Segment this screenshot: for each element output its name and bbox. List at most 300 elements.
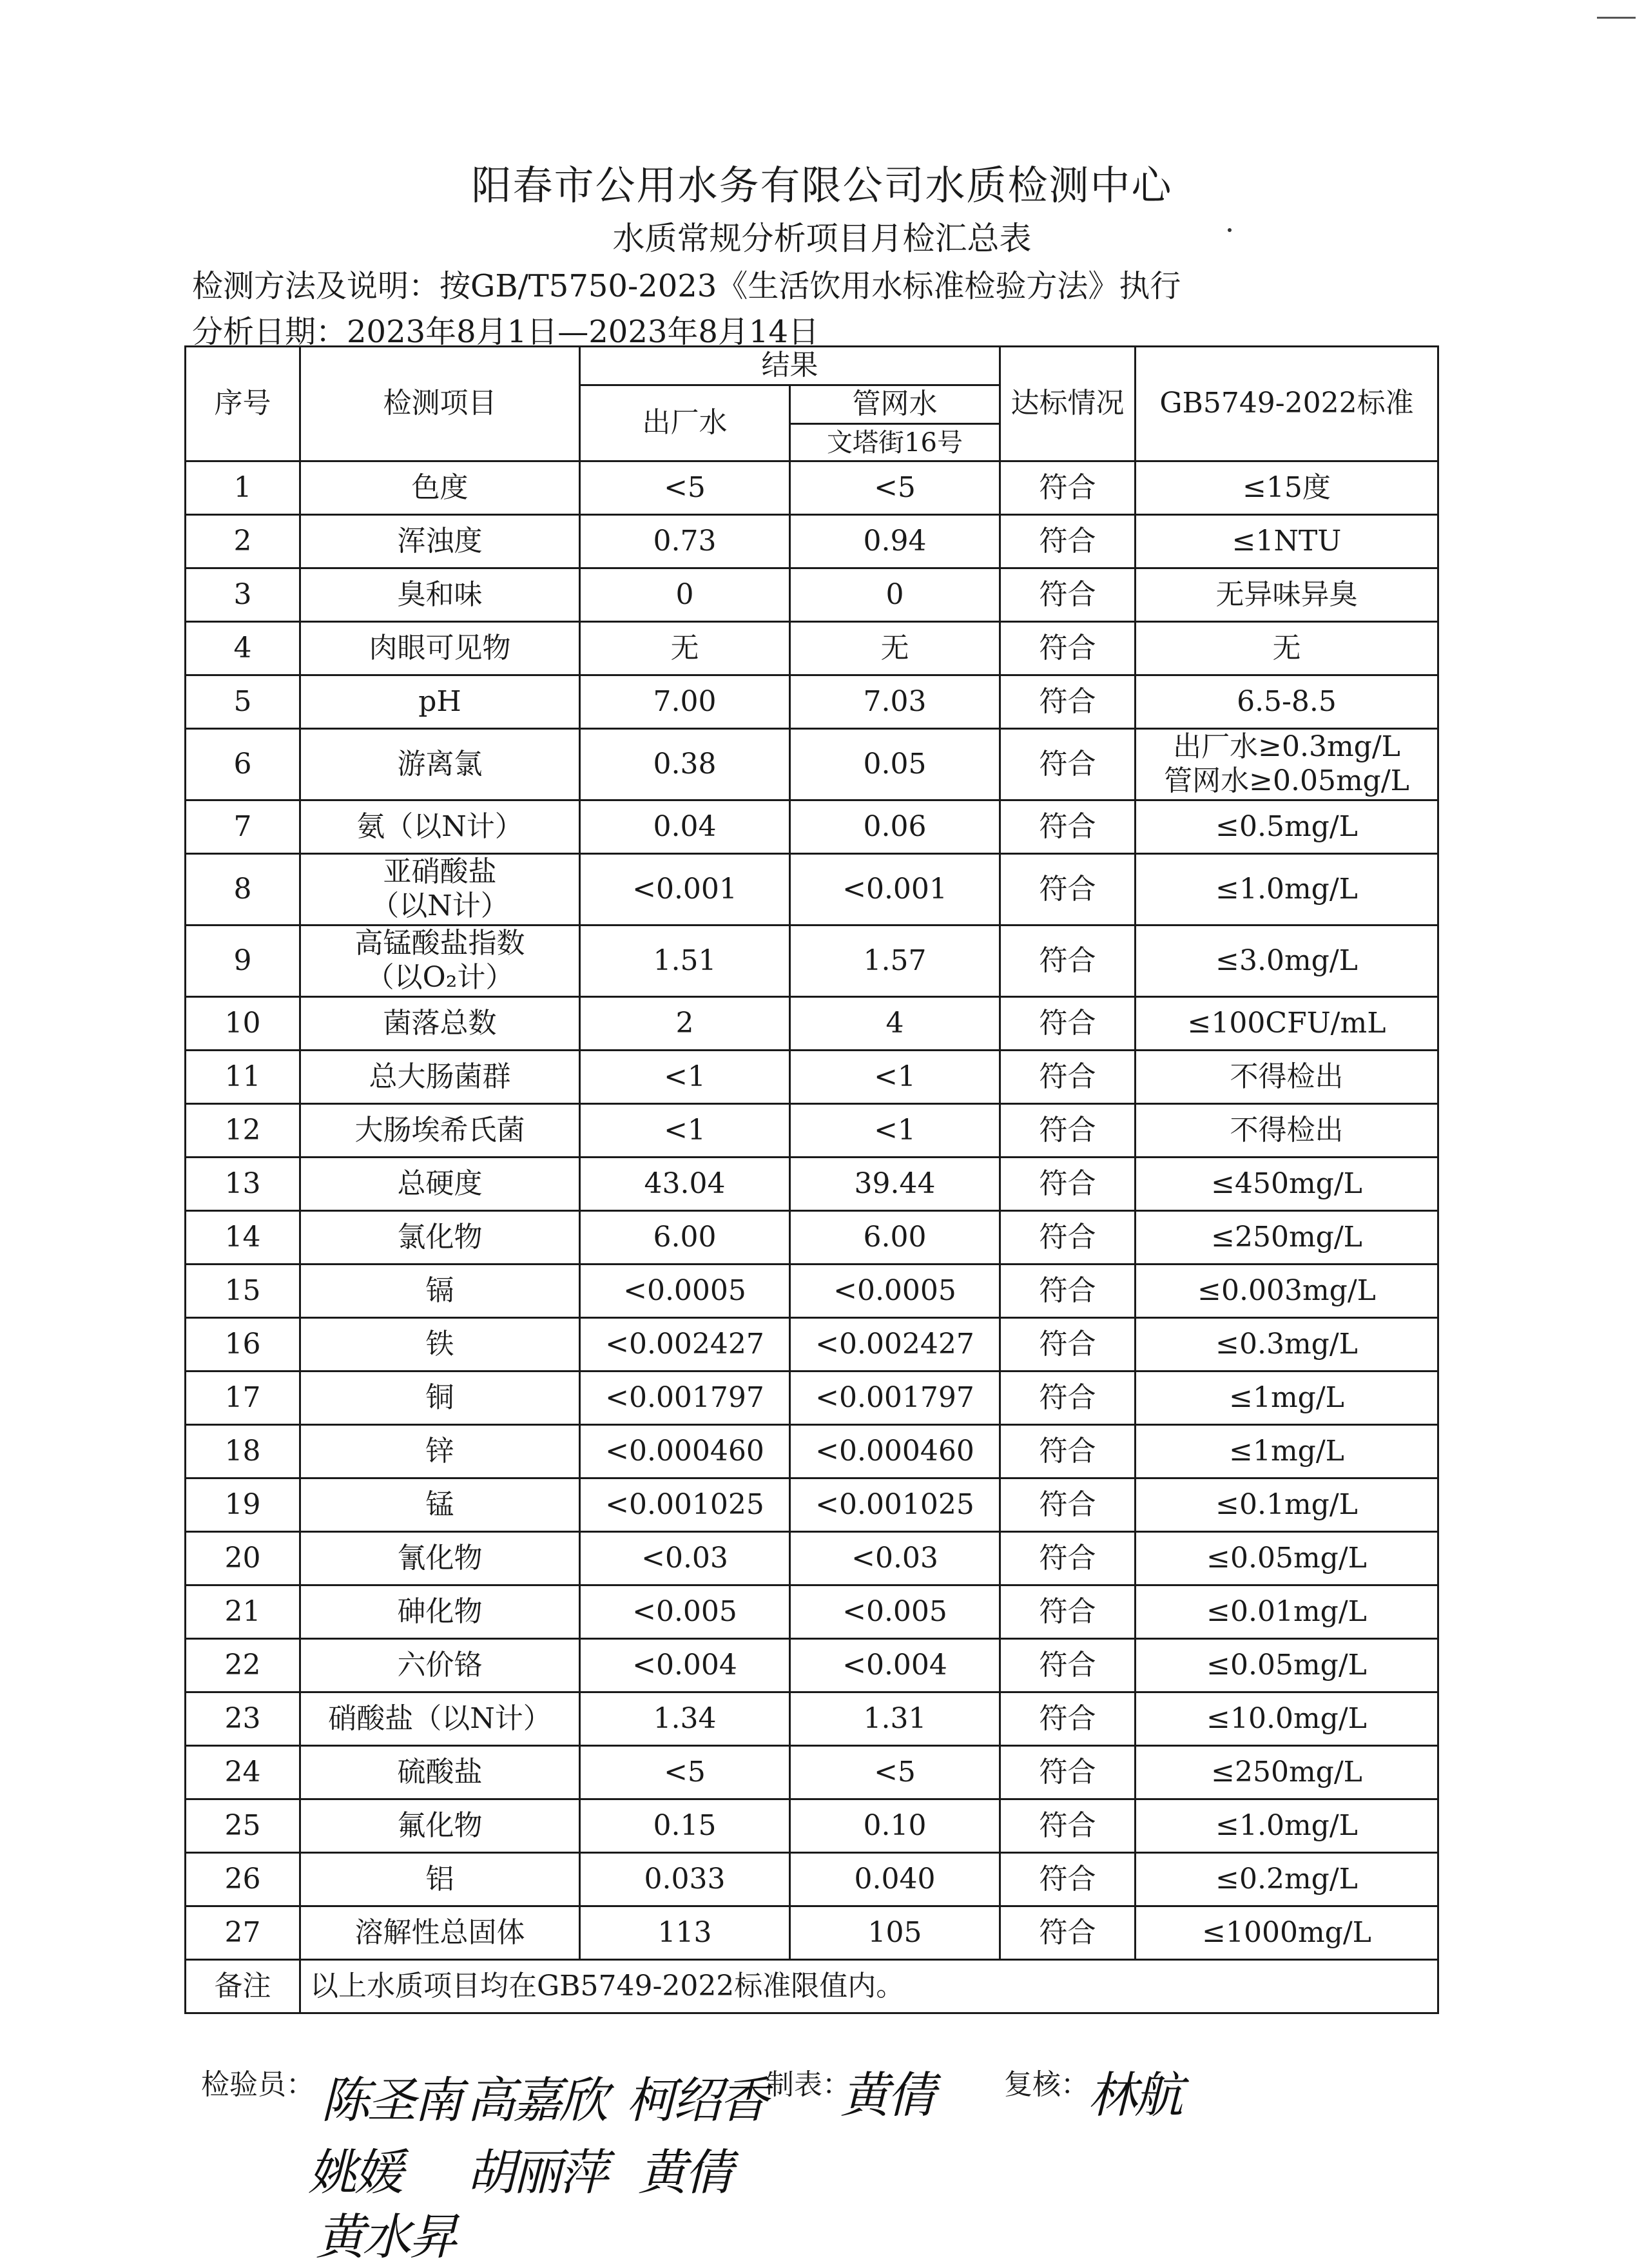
standard-cell (1136, 1799, 1438, 1853)
network-value-cell-text: 0.040 (854, 1862, 936, 1895)
seq-cell-text: 16 (224, 1327, 261, 1361)
compliance-cell (1000, 1692, 1136, 1746)
standard-cell-text: ≤250mg/L (1211, 1755, 1362, 1788)
compliance-cell-text: 符合 (1039, 631, 1096, 664)
plant-value-cell-text: <1 (664, 1113, 706, 1147)
compliance-cell-text: 符合 (1039, 809, 1096, 843)
item-cell (300, 515, 580, 568)
item-cell-text: 氰化物 (397, 1541, 483, 1575)
network-value-cell-text: <1 (874, 1113, 916, 1147)
seq-cell (186, 1104, 300, 1158)
item-cell-text: 肉眼可见物 (369, 631, 511, 664)
network-value-cell (790, 1692, 1000, 1746)
standard-cell-text: ≤1.0mg/L (1215, 872, 1358, 906)
standard-cell (1136, 568, 1438, 622)
plant-value-cell (580, 1371, 790, 1425)
item-cell-text: pH (418, 684, 461, 718)
table-row (186, 1639, 1438, 1692)
compliance-cell-text: 符合 (1039, 1915, 1096, 1949)
standard-cell (1136, 675, 1438, 729)
plant-value-cell (580, 1104, 790, 1158)
item-cell-text: 硫酸盐 (397, 1755, 483, 1788)
compliance-cell-text: 符合 (1039, 1434, 1096, 1468)
signature-inspector-3: 柯绍香 (626, 2071, 766, 2129)
plant-value-cell (580, 1265, 790, 1318)
seq-cell (186, 1425, 300, 1478)
compliance-cell-text: 符合 (1039, 872, 1096, 906)
compliance-cell-text: 符合 (1039, 944, 1096, 977)
standard-cell-text: ≤0.3mg/L (1215, 1327, 1358, 1361)
seq-cell (186, 1211, 300, 1265)
network-value-cell-text: 6.00 (863, 1220, 927, 1254)
plant-value-cell-text: 7.00 (653, 684, 717, 718)
compliance-cell-text: 符合 (1039, 1648, 1096, 1682)
standard-cell (1136, 1425, 1438, 1478)
plant-value-cell-text: <5 (664, 470, 706, 504)
method-note: 检测方法及说明：按GB/T5750-2023《生活饮用水标准检验方法》执行 (192, 268, 1181, 304)
table-row (186, 1425, 1438, 1478)
seq-cell (186, 461, 300, 515)
network-value-cell (790, 926, 1000, 997)
seq-cell (186, 800, 300, 854)
plant-value-cell-text: 2 (675, 1006, 694, 1040)
compliance-cell-text: 符合 (1039, 1862, 1096, 1895)
seq-cell (186, 1639, 300, 1692)
standard-cell (1136, 800, 1438, 854)
compliance-cell-text: 符合 (1039, 577, 1096, 611)
table-row (186, 1692, 1438, 1746)
network-value-cell-text: <0.0005 (833, 1274, 956, 1307)
compliance-cell (1000, 461, 1136, 515)
plant-value-cell (580, 622, 790, 675)
standard-cell-text: ≤0.01mg/L (1206, 1594, 1367, 1628)
item-cell-text: 菌落总数 (383, 1006, 497, 1040)
standard-cell (1136, 515, 1438, 568)
standard-cell (1136, 1318, 1438, 1371)
item-cell (300, 854, 580, 926)
seq-cell-text: 21 (224, 1594, 261, 1628)
table-row (186, 622, 1438, 675)
plant-value-cell-text: <0.001 (632, 872, 737, 906)
standard-cell (1136, 1051, 1438, 1104)
table-row (186, 1853, 1438, 1906)
table-row (186, 1051, 1438, 1104)
item-cell-text: （以O₂计） (365, 961, 514, 994)
compliance-cell-text: 符合 (1039, 1755, 1096, 1788)
network-value-cell-text: 0 (885, 577, 904, 611)
compliance-cell-text: 符合 (1039, 1274, 1096, 1307)
network-value-cell-text: 0.94 (863, 524, 927, 557)
network-value-cell-text: 4 (885, 1006, 904, 1040)
network-value-cell (790, 1265, 1000, 1318)
plant-value-cell (580, 800, 790, 854)
plant-value-cell (580, 1906, 790, 1960)
seq-cell (186, 1265, 300, 1318)
signature-inspector-2: 高嘉欣 (467, 2071, 606, 2129)
standard-cell-text: 6.5-8.5 (1237, 684, 1337, 718)
table-row (186, 1318, 1438, 1371)
plant-value-cell (580, 1692, 790, 1746)
standard-cell (1136, 1746, 1438, 1799)
plant-value-cell-text: <0.0005 (623, 1274, 746, 1307)
table-row (186, 515, 1438, 568)
network-value-cell (790, 1639, 1000, 1692)
standard-cell (1136, 1585, 1438, 1639)
item-cell-text: 氨（以N计） (356, 809, 523, 843)
network-value-cell-text: 1.31 (863, 1701, 927, 1735)
plant-value-cell (580, 568, 790, 622)
network-value-cell-text: <1 (874, 1060, 916, 1093)
seq-cell (186, 622, 300, 675)
compliance-cell-text: 符合 (1039, 1488, 1096, 1521)
standard-cell (1136, 461, 1438, 515)
compliance-cell-text: 符合 (1039, 1060, 1096, 1093)
item-cell-text: 铝 (425, 1862, 454, 1895)
item-cell-text: 亚硝酸盐 (383, 855, 497, 889)
remark-label: 备注 (186, 1960, 300, 2013)
header-network-site: 文塔街16号 (790, 424, 1000, 461)
seq-cell-text: 6 (233, 747, 252, 780)
header-standard: GB5749-2022标准 (1136, 347, 1438, 461)
item-cell-text: 臭和味 (397, 577, 483, 611)
seq-cell (186, 1853, 300, 1906)
header-network-water: 管网水 (790, 385, 1000, 424)
plant-value-cell (580, 926, 790, 997)
network-value-cell (790, 1104, 1000, 1158)
item-cell-text: 锌 (425, 1434, 454, 1468)
network-value-cell (790, 461, 1000, 515)
header-plant-water: 出厂水 (580, 385, 790, 461)
standard-cell (1136, 622, 1438, 675)
table-row (186, 1478, 1438, 1532)
seq-cell-text: 10 (224, 1006, 261, 1040)
compliance-cell-text: 符合 (1039, 684, 1096, 718)
item-cell-text: 氯化物 (397, 1220, 483, 1254)
seq-cell (186, 1746, 300, 1799)
plant-value-cell-text: 0.73 (653, 524, 717, 557)
network-value-cell (790, 622, 1000, 675)
seq-cell (186, 997, 300, 1051)
network-value-cell-text: <5 (874, 470, 916, 504)
compliance-cell (1000, 1639, 1136, 1692)
item-cell (300, 1051, 580, 1104)
item-cell (300, 800, 580, 854)
plant-value-cell-text: 0.15 (653, 1808, 717, 1842)
item-cell (300, 729, 580, 800)
item-cell (300, 1478, 580, 1532)
seq-cell (186, 1158, 300, 1211)
item-cell (300, 1265, 580, 1318)
seq-cell-text: 12 (224, 1113, 261, 1147)
seq-cell (186, 926, 300, 997)
seq-cell (186, 854, 300, 926)
item-cell (300, 1853, 580, 1906)
seq-cell (186, 1318, 300, 1371)
compliance-cell-text: 符合 (1039, 1327, 1096, 1361)
seq-cell-text: 20 (224, 1541, 261, 1575)
item-cell (300, 1158, 580, 1211)
table-row (186, 1532, 1438, 1585)
network-value-cell (790, 1746, 1000, 1799)
seq-cell-text: 17 (224, 1381, 261, 1414)
seq-cell-text: 11 (224, 1060, 261, 1093)
plant-value-cell (580, 675, 790, 729)
item-cell (300, 1692, 580, 1746)
table-row (186, 926, 1438, 997)
item-cell-text: 高锰酸盐指数 (354, 927, 525, 960)
plant-value-cell (580, 1746, 790, 1799)
item-cell (300, 926, 580, 997)
seq-cell-text: 23 (224, 1701, 261, 1735)
compliance-cell (1000, 675, 1136, 729)
network-value-cell (790, 854, 1000, 926)
seq-cell (186, 1532, 300, 1585)
table-row (186, 1906, 1438, 1960)
standard-cell-text: ≤1000mg/L (1202, 1915, 1371, 1949)
compliance-cell (1000, 1532, 1136, 1585)
compliance-cell (1000, 1211, 1136, 1265)
standard-cell (1136, 997, 1438, 1051)
network-value-cell (790, 1478, 1000, 1532)
seq-cell-text: 15 (224, 1274, 261, 1307)
plant-value-cell-text: <5 (664, 1755, 706, 1788)
header-result: 结果 (580, 347, 1000, 385)
compliance-cell (1000, 1158, 1136, 1211)
plant-value-cell-text: <0.004 (632, 1648, 737, 1682)
seq-cell-text: 14 (224, 1220, 261, 1254)
item-cell (300, 1532, 580, 1585)
seq-cell-text: 25 (224, 1808, 261, 1842)
network-value-cell (790, 1799, 1000, 1853)
compliance-cell (1000, 854, 1136, 926)
standard-cell-text: 不得检出 (1230, 1113, 1344, 1147)
table-row (186, 675, 1438, 729)
compliance-cell-text: 符合 (1039, 1006, 1096, 1040)
plant-value-cell-text: 无 (670, 631, 699, 664)
network-value-cell (790, 1211, 1000, 1265)
network-value-cell-text: 0.05 (863, 747, 927, 780)
item-cell-text: （以N计） (371, 889, 509, 922)
table-row (186, 1746, 1438, 1799)
table-row (186, 1371, 1438, 1425)
standard-cell-text: ≤15度 (1243, 470, 1331, 504)
remark-text: 以上水质项目均在GB5749-2022标准限值内。 (300, 1960, 1438, 2013)
plant-value-cell (580, 1318, 790, 1371)
standard-cell-text: 无 (1272, 631, 1301, 664)
seq-cell-text: 19 (224, 1488, 261, 1521)
seq-cell-text: 7 (233, 809, 252, 843)
compliance-cell (1000, 800, 1136, 854)
standard-cell-text: ≤0.05mg/L (1206, 1648, 1367, 1682)
standard-cell-text: ≤0.2mg/L (1215, 1862, 1358, 1895)
standard-cell (1136, 1211, 1438, 1265)
plant-value-cell-text: 1.51 (653, 944, 717, 977)
standard-cell (1136, 926, 1438, 997)
water-quality-table (184, 345, 1439, 2014)
seq-cell-text: 5 (233, 684, 252, 718)
plant-value-cell (580, 854, 790, 926)
compliance-cell (1000, 1853, 1136, 1906)
seq-cell-text: 13 (224, 1167, 261, 1200)
maker-label: 制表： (766, 2068, 851, 2101)
table-row (186, 1585, 1438, 1639)
analysis-date: 分析日期：2023年8月1日—2023年8月14日 (192, 314, 820, 350)
compliance-cell (1000, 1478, 1136, 1532)
compliance-cell (1000, 997, 1136, 1051)
network-value-cell (790, 1425, 1000, 1478)
table-row (186, 1265, 1438, 1318)
plant-value-cell (580, 1478, 790, 1532)
inspector-label: 检验员： (201, 2068, 314, 2101)
plant-value-cell (580, 1853, 790, 1906)
item-cell-text: 锰 (425, 1488, 454, 1521)
plant-value-cell-text: 43.04 (644, 1167, 726, 1200)
standard-cell-text: 无异味异臭 (1215, 577, 1358, 611)
seq-cell-text: 9 (233, 944, 252, 977)
compliance-cell (1000, 1425, 1136, 1478)
seq-cell (186, 1799, 300, 1853)
item-cell-text: 铁 (425, 1327, 454, 1361)
seq-cell (186, 1692, 300, 1746)
plant-value-cell (580, 997, 790, 1051)
item-cell (300, 1639, 580, 1692)
network-value-cell-text: 0.10 (863, 1808, 927, 1842)
seq-cell-text: 27 (224, 1915, 261, 1949)
table-row (186, 568, 1438, 622)
compliance-cell (1000, 729, 1136, 800)
table-row (186, 1211, 1438, 1265)
standard-cell-text: ≤0.003mg/L (1197, 1274, 1376, 1307)
table-row (186, 800, 1438, 854)
plant-value-cell (580, 1158, 790, 1211)
network-value-cell (790, 568, 1000, 622)
scan-mark (1597, 17, 1636, 19)
item-cell-text: 色度 (411, 470, 469, 504)
plant-value-cell-text: 0.38 (653, 747, 717, 780)
network-value-cell (790, 1158, 1000, 1211)
seq-cell (186, 1478, 300, 1532)
standard-cell-text: ≤0.05mg/L (1206, 1541, 1367, 1575)
network-value-cell-text: 无 (880, 631, 909, 664)
standard-cell-text: 不得检出 (1230, 1060, 1344, 1093)
seq-cell-text: 26 (224, 1862, 261, 1895)
compliance-cell (1000, 1318, 1136, 1371)
seq-cell-text: 4 (233, 631, 252, 664)
item-cell (300, 1906, 580, 1960)
network-value-cell (790, 1532, 1000, 1585)
compliance-cell-text: 符合 (1039, 1167, 1096, 1200)
standard-cell (1136, 854, 1438, 926)
seq-cell (186, 515, 300, 568)
plant-value-cell (580, 1585, 790, 1639)
plant-value-cell-text: <0.005 (632, 1594, 737, 1628)
table-row (186, 1104, 1438, 1158)
compliance-cell (1000, 1371, 1136, 1425)
header-compliance: 达标情况 (1000, 347, 1136, 461)
item-cell-text: 大肠埃希氏菌 (354, 1113, 525, 1147)
item-cell (300, 568, 580, 622)
standard-cell-text: ≤100CFU/mL (1187, 1006, 1386, 1040)
compliance-cell (1000, 1906, 1136, 1960)
plant-value-cell-text: 0.04 (653, 809, 717, 843)
network-value-cell (790, 1318, 1000, 1371)
network-value-cell (790, 800, 1000, 854)
compliance-cell-text: 符合 (1039, 1808, 1096, 1842)
signature-inspector-6: 黄倩 (638, 2144, 731, 2201)
item-cell (300, 675, 580, 729)
compliance-cell-text: 符合 (1039, 524, 1096, 557)
standard-cell-text: ≤0.1mg/L (1215, 1488, 1358, 1521)
item-cell (300, 1371, 580, 1425)
plant-value-cell (580, 461, 790, 515)
seq-cell-text: 3 (233, 577, 252, 611)
plant-value-cell (580, 1799, 790, 1853)
standard-cell-text: ≤450mg/L (1211, 1167, 1362, 1200)
network-value-cell-text: <0.004 (842, 1648, 947, 1682)
compliance-cell-text: 符合 (1039, 1113, 1096, 1147)
standard-cell (1136, 1906, 1438, 1960)
table-row (186, 854, 1438, 926)
header-item: 检测项目 (300, 347, 580, 461)
network-value-cell-text: <0.002427 (815, 1327, 974, 1361)
item-cell (300, 1211, 580, 1265)
seq-cell-text: 8 (233, 872, 252, 906)
compliance-cell (1000, 1265, 1136, 1318)
standard-cell-text: ≤1NTU (1232, 524, 1342, 557)
network-value-cell (790, 1585, 1000, 1639)
plant-value-cell (580, 1425, 790, 1478)
signature-inspector-4: 姚媛 (308, 2144, 401, 2201)
plant-value-cell (580, 729, 790, 800)
compliance-cell-text: 符合 (1039, 470, 1096, 504)
item-cell (300, 461, 580, 515)
standard-cell-text: ≤1.0mg/L (1215, 1808, 1358, 1842)
table-row (186, 1799, 1438, 1853)
item-cell-text: 总硬度 (397, 1167, 483, 1200)
page-title: 阳春市公用水务有限公司水质检测中心 (471, 162, 1173, 209)
table-row (186, 997, 1438, 1051)
signature-inspector-5: 胡丽萍 (467, 2144, 606, 2201)
item-cell (300, 1318, 580, 1371)
item-cell (300, 1799, 580, 1853)
standard-cell-text: ≤3.0mg/L (1215, 944, 1358, 977)
item-cell-text: 溶解性总固体 (354, 1915, 525, 1949)
network-value-cell-text: <0.001 (842, 872, 947, 906)
seq-cell (186, 1371, 300, 1425)
item-cell-text: 氟化物 (397, 1808, 483, 1842)
seq-cell (186, 1906, 300, 1960)
compliance-cell (1000, 568, 1136, 622)
compliance-cell-text: 符合 (1039, 1220, 1096, 1254)
seq-cell-text: 24 (224, 1755, 261, 1788)
item-cell (300, 1585, 580, 1639)
network-value-cell-text: <5 (874, 1755, 916, 1788)
network-value-cell-text: 7.03 (863, 684, 927, 718)
reviewer-label: 复核： (1004, 2068, 1089, 2101)
network-value-cell (790, 515, 1000, 568)
plant-value-cell (580, 1639, 790, 1692)
item-cell-text: 浑浊度 (397, 524, 483, 557)
seq-cell (186, 729, 300, 800)
seq-cell (186, 675, 300, 729)
page-subtitle: 水质常规分析项目月检汇总表 (612, 220, 1032, 257)
network-value-cell-text: 105 (867, 1915, 922, 1949)
standard-cell (1136, 1692, 1438, 1746)
network-value-cell (790, 1853, 1000, 1906)
network-value-cell-text: 1.57 (863, 944, 927, 977)
compliance-cell-text: 符合 (1039, 747, 1096, 780)
item-cell-text: 游离氯 (397, 747, 483, 780)
